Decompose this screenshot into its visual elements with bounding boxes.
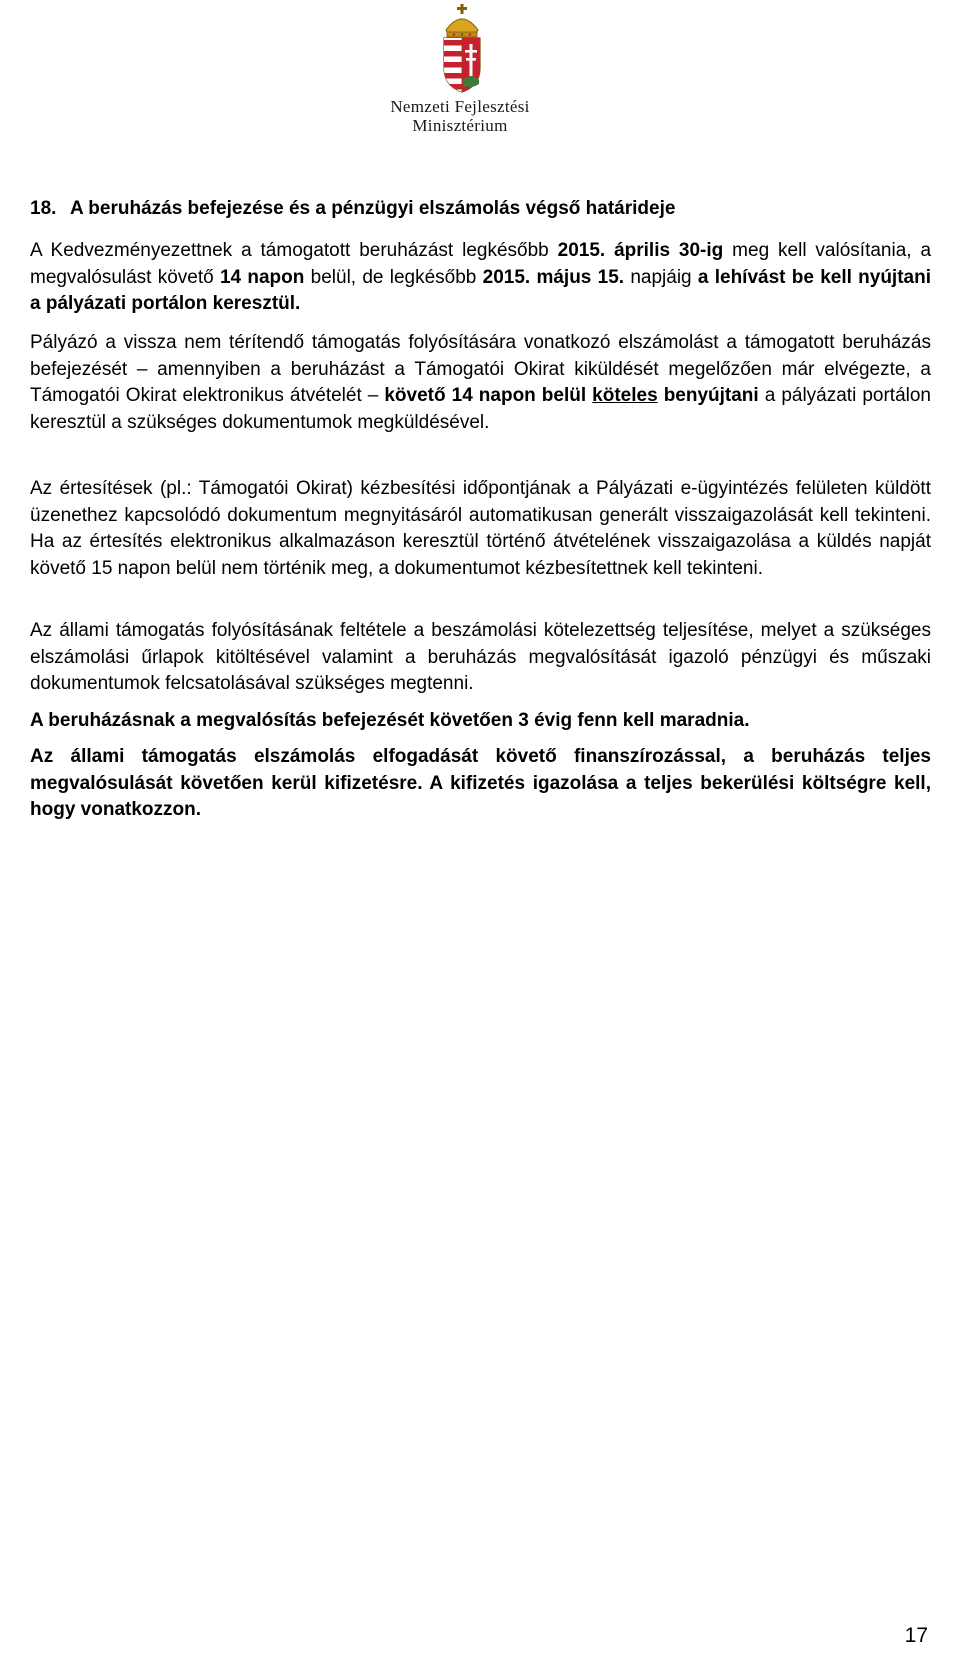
p1-text-3: belül, de legkésőbb [304,266,483,288]
shield-icon [444,38,480,92]
paragraph-maintenance: A beruházásnak a megvalósítás befejezését követően 3 évig fenn kell maradnia. [30,710,750,731]
p1-bold-date-2: 2015. május 15. [482,266,625,288]
paragraph-payment: Az állami támogatás elszámolás elfogadását követő finanszírozással, a beruházás teljes megvalósulását követően kerül kifizetésre. A kifizetés igazolása a teljes bekerülési költségre kell, hogy vonatkozzon. [30,746,931,820]
ministry-name [330,97,590,135]
section-number: 18. [30,198,57,219]
p1-text-4: napjáig [624,266,698,288]
ministry-name-line2: Minisztérium [412,116,508,135]
p1-bold-date-1: 2015. április 30-ig [557,240,724,261]
ministry-name-line1: Nemzeti Fejlesztési [390,97,530,116]
section-heading [30,196,931,222]
p2-bold-2: benyújtani [663,385,759,406]
paragraph-deadline [30,238,931,318]
paragraph-disbursement-condition: Az állami támogatás folyósításának feltétele a beszámolási kötelezettség teljesítése, melyet a szükséges elszámolási űrlapok kitöltésével valamint a beruházás megvalósítását igazoló pénzügyi és műszaki dokumentumok felcsatolásával szükséges megtenni. [30,620,931,694]
holy-crown-icon [446,4,478,37]
p1-text-1: A Kedvezményezettnek a támogatott beruházást legkésőbb [30,240,558,261]
p2-bold-underlined: köteles [592,385,658,406]
page-number: 17 [904,1624,928,1647]
paragraph-settlement [30,330,931,436]
p1-text-2: meg kell valósítania, a megvalósulást követő [30,240,932,288]
p1-bold-days: 14 napon [219,266,305,288]
paragraph-notifications: Az értesítések (pl.: Támogatói Okirat) kézbesítési időpontjának a Pályázati e-ügyintézés felületen küldött üzenethez kapcsolódó dokumentum megnyitásáról automatikusan generált visszaigazolását kell tekinteni. Ha az értesítés elektronikus alkalmazáson keresztül történő átvételének visszaigazolása a küldés napját követő 15 napon belül nem történik meg, a dokumentumot kézbesítettnek kell tekinteni. [30,478,931,579]
p2-text-1: Pályázó a vissza nem térítendő támogatás folyósítására vonatkozó elszámolást a támogatott beruházás befejezését – amennyiben a beruházást a Támogatói Okirat kiküldését megelőzően már elvégezte, a Támogatói Okirat elektronikus átvételét – [30,332,931,406]
p1-bold-submission: a lehívást be kell nyújtani a pályázati portálon keresztül. [30,266,931,314]
coat-of-arms-icon [400,0,524,96]
page-header [0,0,960,140]
p2-bold-1: követő 14 napon belül [384,385,587,406]
section-title: A beruházás befejezése és a pénzügyi elszámolás végső határideje [70,198,676,219]
p2-text-2: a pályázati portálon keresztül a szükséges dokumentumok megküldésével. [30,385,931,433]
